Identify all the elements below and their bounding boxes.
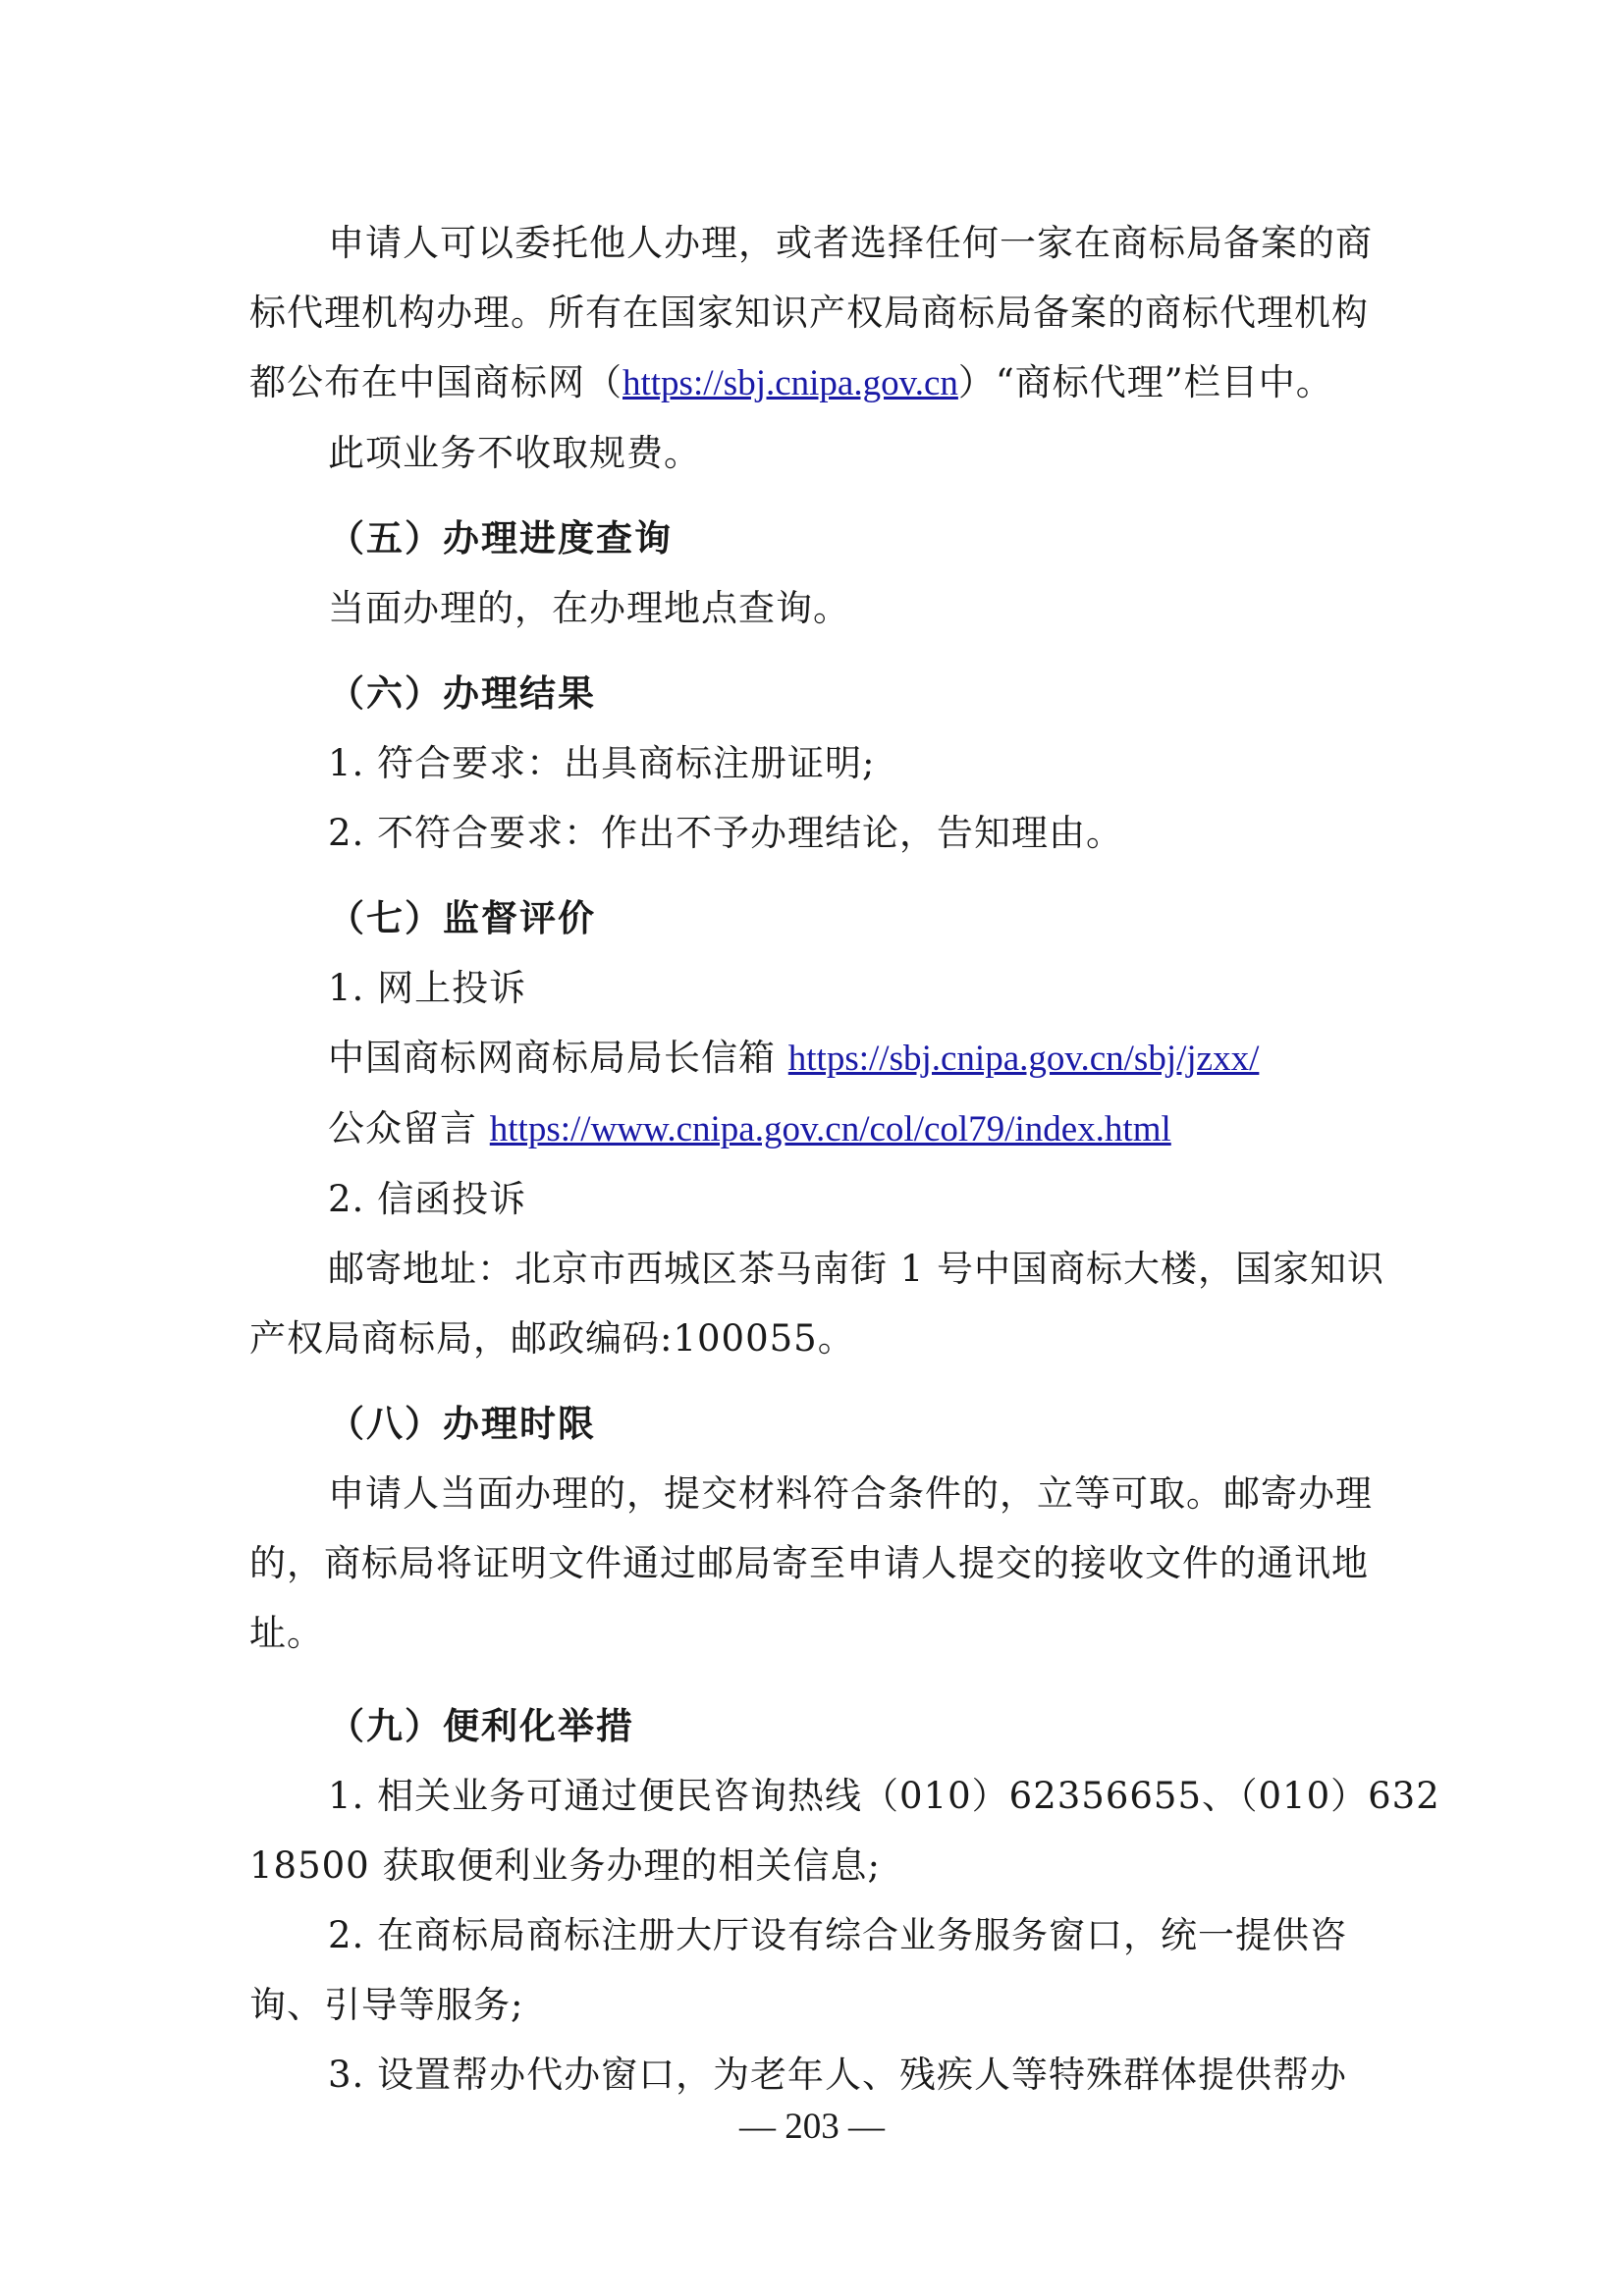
paragraph: 申请人可以委托他人办理，或者选择任何一家在商标局备案的商 [328, 222, 1373, 264]
director-mailbox-link[interactable]: https://sbj.cnipa.gov.cn/sbj/jzxx/ [787, 1039, 1260, 1079]
text: ）“商标代理”栏目中。 [957, 361, 1333, 403]
paragraph-line: 产权局商标局，邮政编码:100055。 [249, 1317, 855, 1360]
paragraph: 此项业务不收取规费。 [328, 432, 701, 474]
paragraph-line: 址。 [249, 1612, 324, 1654]
paragraph: 当面办理的，在办理地点查询。 [328, 587, 850, 629]
public-message-link[interactable]: https://www.cnipa.gov.cn/col/col79/index.html [489, 1109, 1171, 1149]
paragraph [249, 1023, 1386, 1094]
paragraph: 邮寄地址：北京市西城区茶马南街 1 号中国商标大楼，国家知识 [328, 1248, 1385, 1290]
list-item: 1. 网上投诉 [328, 967, 527, 1009]
section-heading-9: （九）便利化举措 [328, 1704, 634, 1747]
list-item: 2. 在商标局商标注册大厅设有综合业务服务窗口，统一提供咨 [328, 1914, 1348, 1956]
text: 都公布在中国商标网（ [249, 361, 623, 403]
paragraph [249, 1094, 1386, 1164]
list-item: 1. 相关业务可通过便民咨询热线（010）62356655、（010）632 [328, 1775, 1440, 1817]
section-heading-6: （六）办理结果 [328, 671, 596, 715]
text: 中国商标网商标局局长信箱 [328, 1037, 788, 1079]
trademark-site-link[interactable]: https://sbj.cnipa.gov.cn [623, 363, 958, 403]
text: 公众留言 [328, 1107, 490, 1149]
paragraph-line: 标代理机构办理。所有在国家知识产权局商标局备案的商标代理机构 [249, 292, 1369, 334]
paragraph: 申请人当面办理的，提交材料符合条件的，立等可取。邮寄办理 [328, 1472, 1373, 1515]
document-page [249, 208, 1440, 2109]
paragraph-line [249, 347, 1386, 418]
list-item: 1. 符合要求：出具商标注册证明; [328, 742, 876, 784]
page-number: — 203 — [739, 2107, 885, 2147]
paragraph-line: 18500 获取便利业务办理的相关信息; [249, 1844, 881, 1887]
section-heading-7: （七）监督评价 [328, 896, 596, 939]
section-heading-5: （五）办理进度查询 [328, 516, 673, 560]
list-item: 3. 设置帮办代办窗口，为老年人、残疾人等特殊群体提供帮办 [328, 2054, 1348, 2096]
list-item: 2. 不符合要求：作出不予办理结论，告知理由。 [328, 812, 1124, 854]
paragraph-line: 询、引导等服务; [249, 1984, 524, 2026]
list-item: 2. 信函投诉 [328, 1178, 527, 1220]
section-heading-8: （八）办理时限 [328, 1402, 596, 1445]
paragraph-line: 的，商标局将证明文件通过邮局寄至申请人提交的接收文件的通讯地 [249, 1542, 1369, 1584]
